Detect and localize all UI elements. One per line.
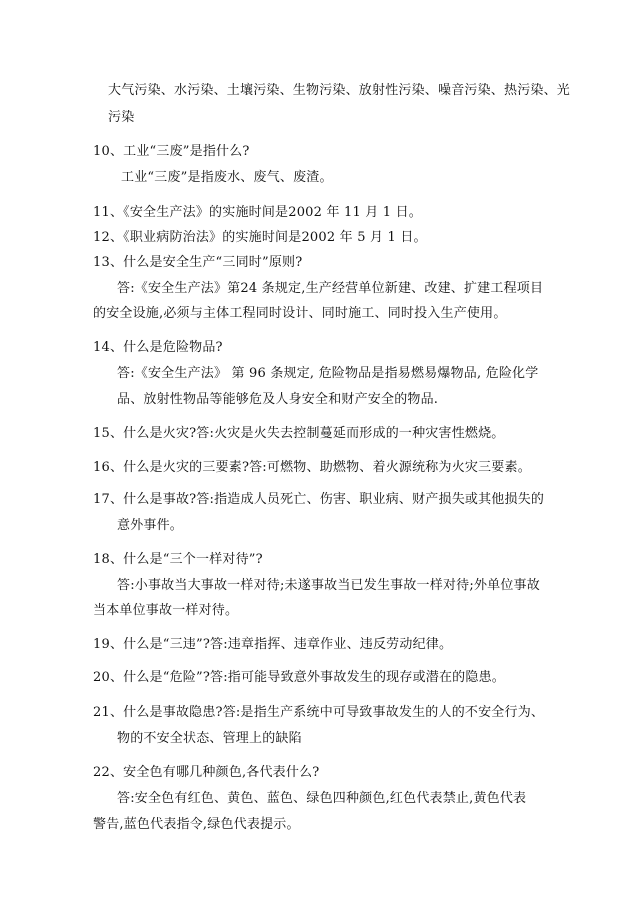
- question-16: 16、什么是火灾的三要素?答:可燃物、助燃物、着火源统称为火灾三要素。: [93, 460, 531, 475]
- question-12: 12、《职业病防治法》的实施时间是2002 年 5 月 1 日。: [93, 230, 427, 245]
- question-14: 14、什么是危险物品?: [93, 340, 223, 355]
- answer-17-line-2: 意外事件。: [117, 518, 184, 533]
- text-line-1: 大气污染、水污染、土壤污染、生物污染、放射性污染、噪音污染、热污染、光: [108, 83, 571, 98]
- answer-13-line-2: 的安全设施,必须与主体工程同时设计、同时施工、同时投入生产使用。: [93, 306, 507, 321]
- answer-13-line-1: 答:《安全生产法》第24 条规定,生产经营单位新建、改建、扩建工程项目: [117, 281, 544, 296]
- question-18: 18、什么是“三个一样对待”?: [93, 552, 263, 567]
- answer-14-line-2: 品、放射性物品等能够危及人身安全和财产安全的物品.: [117, 392, 439, 407]
- question-21: 21、什么是事故隐患?答:是指生产系统中可导致事故发生的人的不安全行为、: [93, 705, 545, 720]
- question-17: 17、什么是事故?答:指造成人员死亡、伤害、职业病、财产损失或其他损失的: [93, 492, 545, 507]
- answer-21-line-2: 物的不安全状态、管理上的缺陷: [117, 731, 302, 746]
- question-10: 10、工业“三废”是指什么?: [93, 144, 250, 159]
- answer-18-line-1: 答:小事故当大事故一样对待;未遂事故当已发生事故一样对待;外单位事故: [117, 578, 540, 593]
- question-13: 13、什么是安全生产“三同时”原则?: [93, 255, 303, 270]
- answer-10: 工业“三废”是指废水、废气、废渣。: [121, 170, 333, 185]
- question-11: 11、《安全生产法》的实施时间是2002 年 11 月 1 日。: [93, 205, 423, 220]
- answer-22-line-1: 答:安全色有红色、黄色、蓝色、绿色四种颜色,红色代表禁止,黄色代表: [117, 791, 527, 806]
- question-22: 22、安全色有哪几种颜色,各代表什么?: [93, 765, 320, 780]
- answer-14-line-1: 答:《安全生产法》 第 96 条规定, 危险物品是指易燃易爆物品, 危险化学: [117, 366, 539, 381]
- answer-18-line-2: 当本单位事故一样对待。: [93, 603, 239, 618]
- question-15: 15、什么是火灾?答:火灾是火失去控制蔓延而形成的一种灾害性燃烧。: [93, 426, 505, 441]
- question-20: 20、什么是“危险”?答:指可能导致意外事故发生的现存或潜在的隐患。: [93, 670, 505, 685]
- answer-22-line-2: 警告,蓝色代表指令,绿色代表提示。: [93, 817, 300, 832]
- question-19: 19、什么是“三违”?答:违章指挥、违章作业、违反劳动纪律。: [93, 637, 453, 652]
- text-line-2: 污染: [108, 110, 135, 125]
